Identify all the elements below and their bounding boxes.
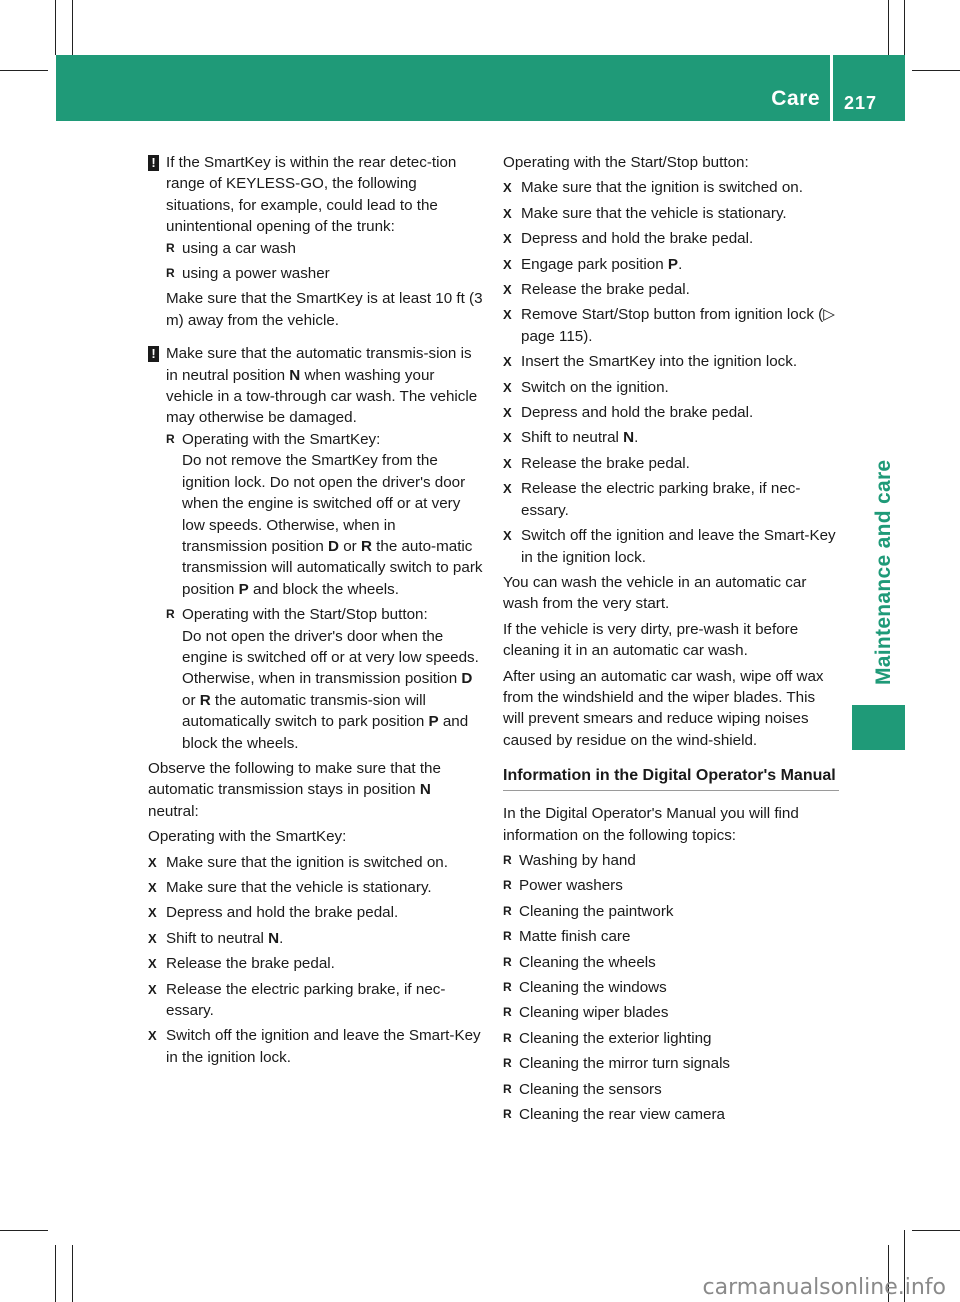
list-item: R Washing by hand — [503, 850, 839, 871]
step-list — [503, 177, 839, 568]
step-item: X Release the brake pedal. — [148, 953, 484, 974]
crop-mark — [888, 0, 889, 55]
warning-bullets — [166, 238, 484, 285]
step-item: X Release the brake pedal. — [503, 279, 839, 300]
list-item: R Cleaning the rear view camera — [503, 1104, 839, 1125]
step-item: X Shift to neutral N. — [503, 427, 839, 448]
crop-mark — [55, 1245, 56, 1302]
list-item: R Cleaning the exterior lighting — [503, 1028, 839, 1049]
crop-mark — [0, 1230, 48, 1231]
step-item: X Engage park position P. — [503, 254, 839, 275]
body-paragraph: In the Digital Operator's Manual you will find information on the following topics: — [503, 805, 799, 844]
crop-mark — [912, 1230, 960, 1231]
warning-text: Make sure that the SmartKey is at least 10 ft (3 m) away from the vehicle. — [166, 290, 483, 329]
step-item: X Switch off the ignition and leave the Smart-Key in the ignition lock. — [503, 525, 839, 568]
body-paragraph: Operating with the Start/Stop button: — [503, 154, 749, 171]
list-item: R Matte finish care — [503, 926, 839, 947]
list-item: R Cleaning the windows — [503, 977, 839, 998]
step-item: X Depress and hold the brake pedal. — [148, 902, 484, 923]
side-tab-text: Maintenance and care — [872, 459, 895, 685]
step-list — [148, 852, 484, 1069]
warning-bullets — [166, 429, 484, 754]
list-item: R Cleaning the paintwork — [503, 901, 839, 922]
page-reference-icon: ▷ — [823, 306, 835, 324]
step-item: X Release the electric parking brake, if nec-essary. — [503, 478, 839, 521]
crop-mark — [904, 0, 905, 55]
step-item: X Depress and hold the brake pedal. — [503, 228, 839, 249]
step-item: X Make sure that the ignition is switched on. — [503, 177, 839, 198]
step-item: X Switch off the ignition and leave the Smart-Key in the ignition lock. — [148, 1025, 484, 1068]
crop-mark — [72, 0, 73, 55]
section-heading: Information in the Digital Operator's Manual — [503, 765, 839, 791]
left-column — [148, 152, 484, 1072]
step-item: X Switch on the ignition. — [503, 377, 839, 398]
warning-note — [148, 343, 484, 754]
warning-icon: ! — [148, 155, 159, 171]
step-item: X Shift to neutral N. — [148, 928, 484, 949]
page-title: Care — [771, 87, 820, 110]
list-item: R Operating with the SmartKey: Do not remove the SmartKey from the ignition lock. Do not open the driver's door when the engine is switched off or at very low speeds. Otherwise, when in transmission position D or R the auto-matic transmission will automatically switch to park position P and block the wheels. — [166, 429, 484, 600]
list-item: R Cleaning the sensors — [503, 1079, 839, 1100]
list-item: R using a car wash — [166, 238, 484, 259]
body-paragraph: Operating with the SmartKey: — [148, 828, 347, 846]
warning-icon: ! — [148, 346, 159, 362]
step-item: X Release the brake pedal. — [503, 453, 839, 474]
step-item: X Make sure that the ignition is switched on. — [148, 852, 484, 873]
crop-mark — [72, 1245, 73, 1302]
step-item: X Make sure that the vehicle is stationary. — [148, 877, 484, 898]
step-item: X Release the electric parking brake, if nec-essary. — [148, 979, 484, 1022]
warning-text: If the SmartKey is within the rear detec-tion range of KEYLESS-GO, the following situations, for example, could lead to the unintentional opening of the trunk: — [166, 154, 457, 236]
step-item: X Depress and hold the brake pedal. — [503, 402, 839, 423]
step-item: X Insert the SmartKey into the ignition lock. — [503, 351, 839, 372]
list-item: R Power washers — [503, 875, 839, 896]
crop-mark — [0, 70, 48, 71]
topic-list — [503, 850, 839, 1125]
page-number: 217 — [844, 93, 878, 113]
crop-mark — [55, 0, 56, 55]
list-item: R using a power washer — [166, 263, 484, 284]
list-item: R Operating with the Start/Stop button: Do not open the driver's door when the engine is switched off or at very low speeds. Otherwise, when in transmission position D or R the automatic transmis-sion will automatically switch to park position P and block the wheels. — [166, 604, 484, 754]
body-paragraph: If the vehicle is very dirty, pre-wash it before cleaning it in an automatic car wash. — [503, 620, 799, 660]
crop-mark — [912, 70, 960, 71]
side-tab-marker — [852, 705, 905, 750]
body-paragraph: You can wash the vehicle in an automatic car wash from the very start. — [503, 573, 807, 613]
watermark: carmanualsonline.info — [702, 1274, 946, 1300]
step-item: X Remove Start/Stop button from ignition lock (▷ page 115). — [503, 304, 839, 347]
list-item: R Cleaning wiper blades — [503, 1002, 839, 1023]
right-column — [503, 152, 839, 1129]
list-item: R Cleaning the mirror turn signals — [503, 1053, 839, 1074]
step-item: X Make sure that the vehicle is stationary. — [503, 203, 839, 224]
body-paragraph: After using an automatic car wash, wipe off wax from the windshield and the wiper blades. This will prevent smears and reduce wiping noises caused by residue on the wind-shield. — [503, 667, 824, 749]
warning-text: Make sure that the automatic transmis-sion is in neutral position N when washing your vehicle in a tow-through car wash. The vehicle may otherwise be damaged. — [166, 345, 478, 427]
list-item: R Cleaning the wheels — [503, 952, 839, 973]
warning-note — [148, 152, 484, 331]
body-paragraph: Observe the following to make sure that the automatic transmission stays in position N neutral: — [148, 759, 441, 820]
header-separator — [830, 55, 833, 121]
